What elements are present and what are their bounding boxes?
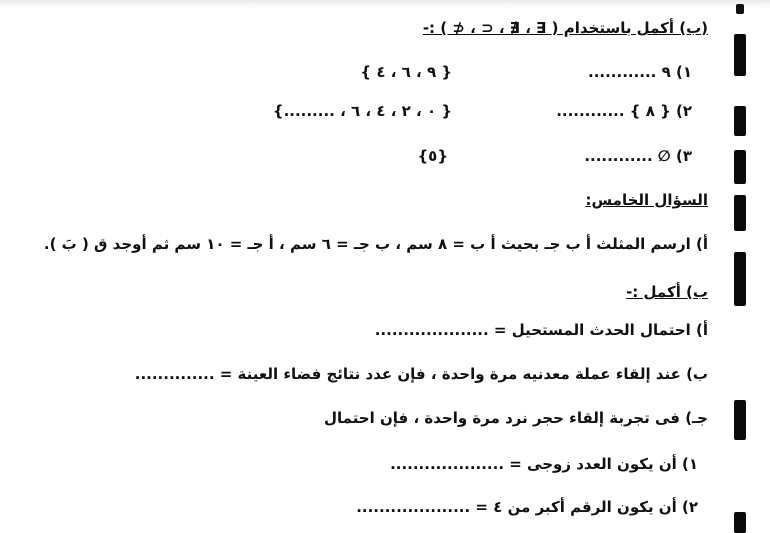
- edge-mark-1: [734, 34, 746, 76]
- part-b-item-1-set: { ٩ ، ٦ ، ٤ }: [360, 63, 452, 81]
- part-b-item-2-question: ٢) { ٨ } ............: [556, 102, 692, 120]
- question-5-item-impossible-event: أ) احتمال الحدث المستحيل = ....................: [374, 321, 708, 339]
- edge-mark-5: [734, 252, 746, 306]
- part-b-item-3-question: ٣) ∅ ............: [584, 147, 692, 165]
- edge-mark-7: [734, 512, 746, 533]
- question-5-heading: السؤال الخامس:: [585, 191, 708, 209]
- question-5-part-b-heading: ب) أكمل :-: [626, 283, 708, 301]
- part-b-item-3-set: {٥}: [417, 147, 448, 165]
- question-5-item-coin-sample-space: ب) عند إلقاء عملة معدنيه مرة واحدة ، فإن عدد نتائج فضاء العينة = ..............: [134, 365, 708, 383]
- edge-mark-3: [734, 150, 746, 184]
- question-5-part-a: أ) ارسم المثلث أ ب جـ بحيث أ ب = ٨ سم ، ب جـ = ٦ سم ، أ جـ = ١٠ سم ثم أوجد ق ( بَ ).: [43, 235, 708, 253]
- edge-mark-2: [734, 106, 746, 136]
- part-b-item-2-set: { ٠ ، ٢ ، ٤ ، ٦ ، .........}: [272, 102, 452, 120]
- question-5-item-greater-than-four: ٢) أن يكون الرقم أكبر من ٤ = ....................: [356, 498, 698, 516]
- question-5-item-die-intro: جـ) فى تجربة إلقاء حجر نرد مرة واحدة ، فإن احتمال: [323, 409, 708, 427]
- edge-mark-4: [734, 195, 746, 231]
- part-b-heading: (ب) أكمل باستخدام ( ∃ ، ∄ ، ⊂ ، ⊄ ) :-: [422, 19, 708, 37]
- part-b-item-1-question: ١) ٩ ............: [588, 63, 692, 81]
- edge-mark-top: [736, 4, 744, 14]
- question-5-item-even-number: ١) أن يكون العدد زوجى = ....................: [390, 455, 698, 473]
- edge-mark-6: [734, 400, 746, 440]
